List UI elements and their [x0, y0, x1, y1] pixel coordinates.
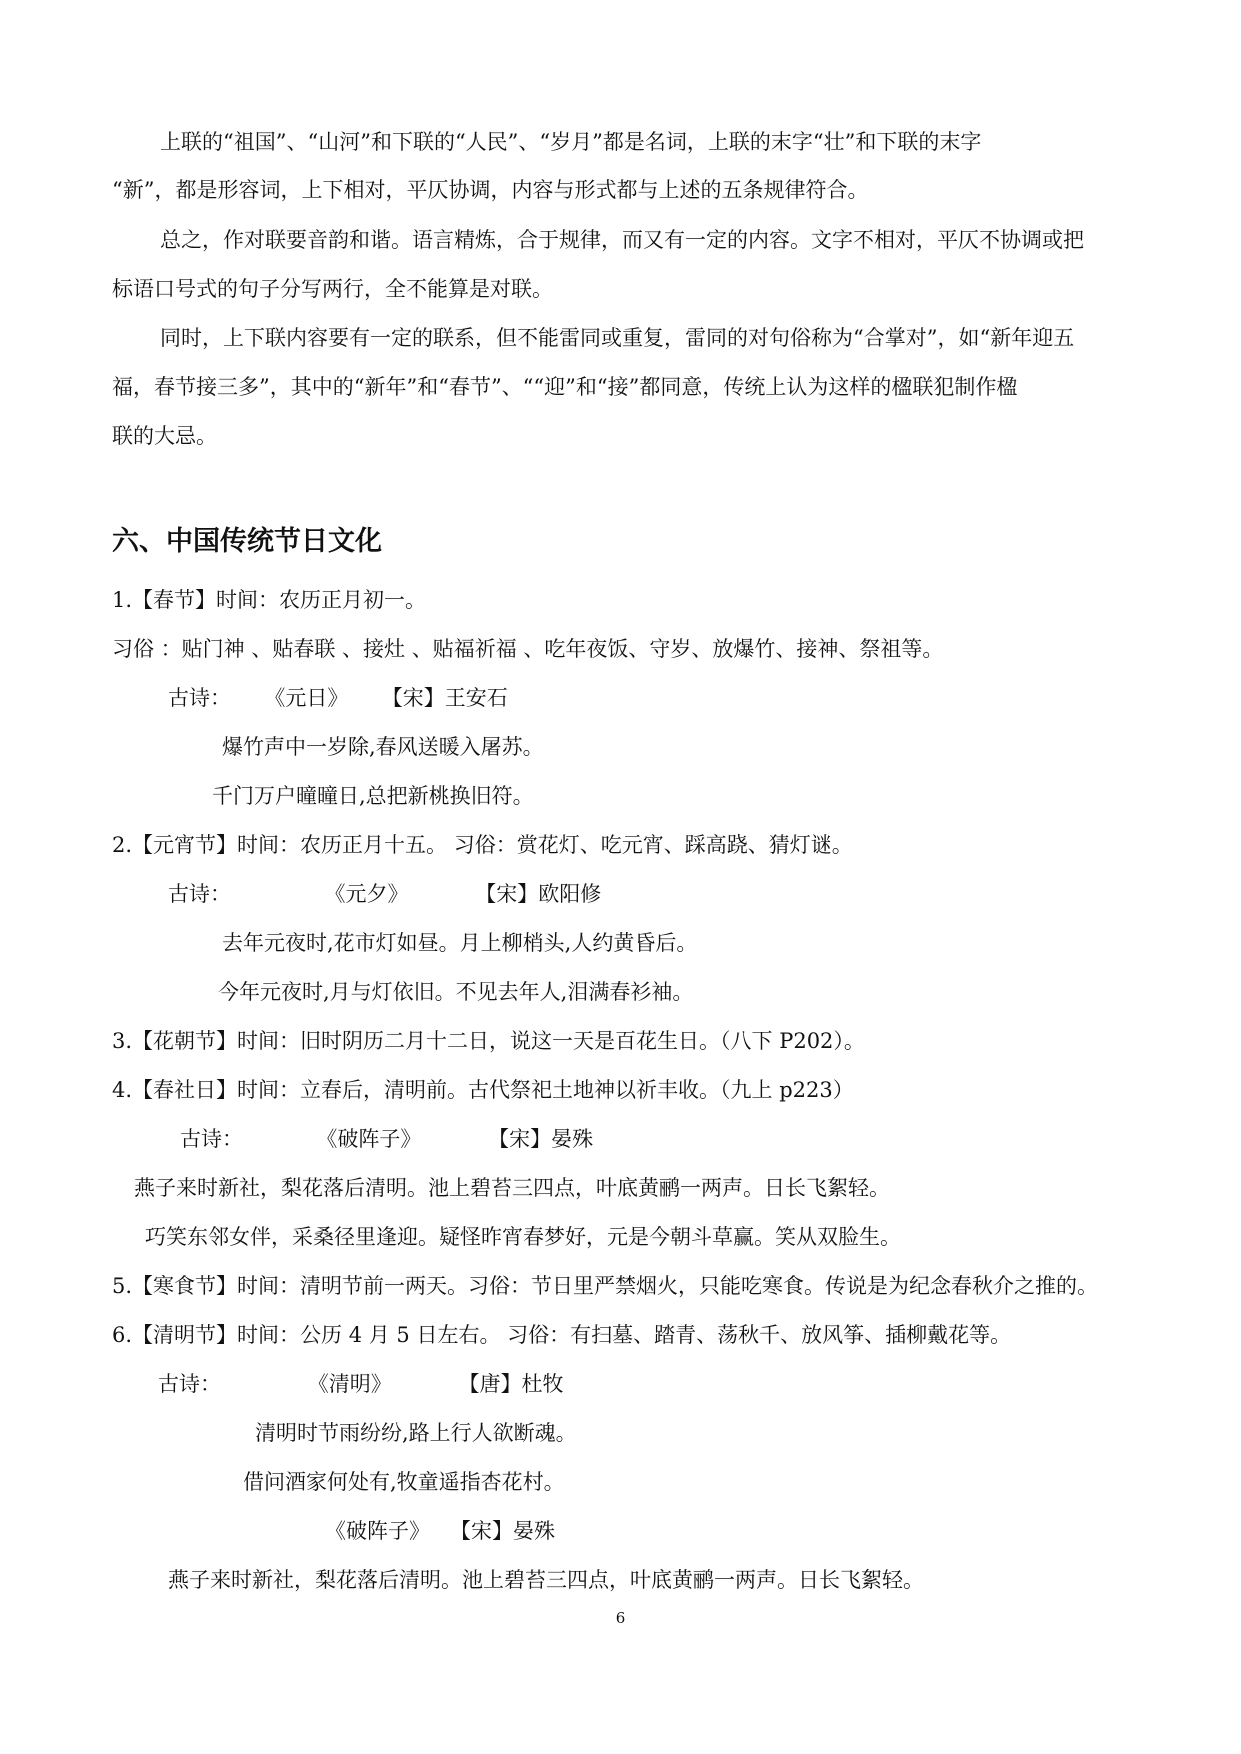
poem-line: 爆竹声中一岁除,春风送暖入屠苏。: [222, 735, 544, 759]
page-number: 6: [615, 1609, 626, 1627]
poem-line: 燕子来时新社，梨花落后清明。池上碧苔三四点，叶底黄鹂一两声。日长飞絮轻。: [168, 1568, 924, 1592]
festival-line: 5.【寒食节】时间：清明节前一两天。习俗：节日里严禁烟火，只能吃寒食。传说是为纪念春秋介之推的。: [112, 1274, 1099, 1298]
paragraph-line: “新”，都是形容词，上下相对，平仄协调，内容与形式都与上述的五条规律符合。: [112, 178, 869, 202]
poem-title-line: 《破阵子》 【宋】晏殊: [325, 1519, 556, 1543]
festival-line: 3.【花朝节】时间：旧时阴历二月十二日，说这一天是百花生日。（八下 P202）。: [112, 1029, 865, 1053]
festival-line: 2.【元宵节】时间：农历正月十五。 习俗：赏花灯、吃元宵、踩高跷、猜灯谜。: [112, 833, 853, 857]
poem-title-line: 古诗： 《清明》 【唐】杜牧: [158, 1372, 564, 1396]
festival-line: 4.【春社日】时间：立春后，清明前。古代祭祀土地神以祈丰收。（九上 p223）: [112, 1078, 854, 1102]
poem-line: 去年元夜时,花市灯如昼。月上柳梢头,人约黄昏后。: [222, 931, 698, 955]
festival-line: 1.【春节】时间：农历正月初一。: [112, 588, 427, 612]
paragraph-line: 标语口号式的句子分写两行，全不能算是对联。: [112, 277, 553, 301]
festival-line: 习俗 ：贴门神 、贴春联 、接灶 、贴福祈福 、吃年夜饭、守岁、放爆竹、接神、祭祖等。: [112, 637, 944, 661]
paragraph-line: 联的大忌。: [112, 424, 217, 448]
section-title: 六、中国传统节日文化: [112, 526, 382, 557]
poem-line: 千门万户曈曈日,总把新桃换旧符。: [212, 784, 534, 808]
paragraph-line: 总之，作对联要音韵和谐。语言精炼，合于规律，而又有一定的内容。文字不相对，平仄不协调或把: [160, 228, 1084, 252]
poem-title-line: 古诗： 《破阵子》 【宋】晏殊: [180, 1127, 594, 1151]
paragraph-line: 福，春节接三多”，其中的“新年”和“春节”、““迎”和“接”都同意，传统上认为这样的楹联犯制作楹: [112, 375, 1018, 399]
poem-line: 今年元夜时,月与灯依旧。不见去年人,泪满春衫袖。: [218, 980, 694, 1004]
poem-line: 清明时节雨纷纷,路上行人欲断魂。: [255, 1421, 577, 1445]
festival-line: 6.【清明节】时间：公历 4 月 5 日左右。 习俗：有扫墓、踏青、荡秋千、放风筝、插柳戴花等。: [112, 1323, 1012, 1347]
poem-line: 借问酒家何处有,牧童遥指杏花村。: [243, 1470, 565, 1494]
poem-line: 燕子来时新社，梨花落后清明。池上碧苔三四点，叶底黄鹂一两声。日长飞絮轻。: [134, 1176, 890, 1200]
paragraph-line: 上联的“祖国”、“山河”和下联的“人民”、“岁月”都是名词，上联的末字“壮”和下联的末字: [160, 130, 982, 154]
poem-title-line: 古诗： 《元夕》 【宋】欧阳修: [168, 882, 602, 906]
poem-title-line: 古诗： 《元日》 【宋】王安石: [168, 686, 508, 710]
poem-line: 巧笑东邻女伴，采桑径里逢迎。疑怪昨宵春梦好，元是今朝斗草赢。笑从双脸生。: [145, 1225, 901, 1249]
paragraph-line: 同时，上下联内容要有一定的联系，但不能雷同或重复，雷同的对句俗称为“合掌对”，如“新年迎五: [160, 326, 1075, 350]
